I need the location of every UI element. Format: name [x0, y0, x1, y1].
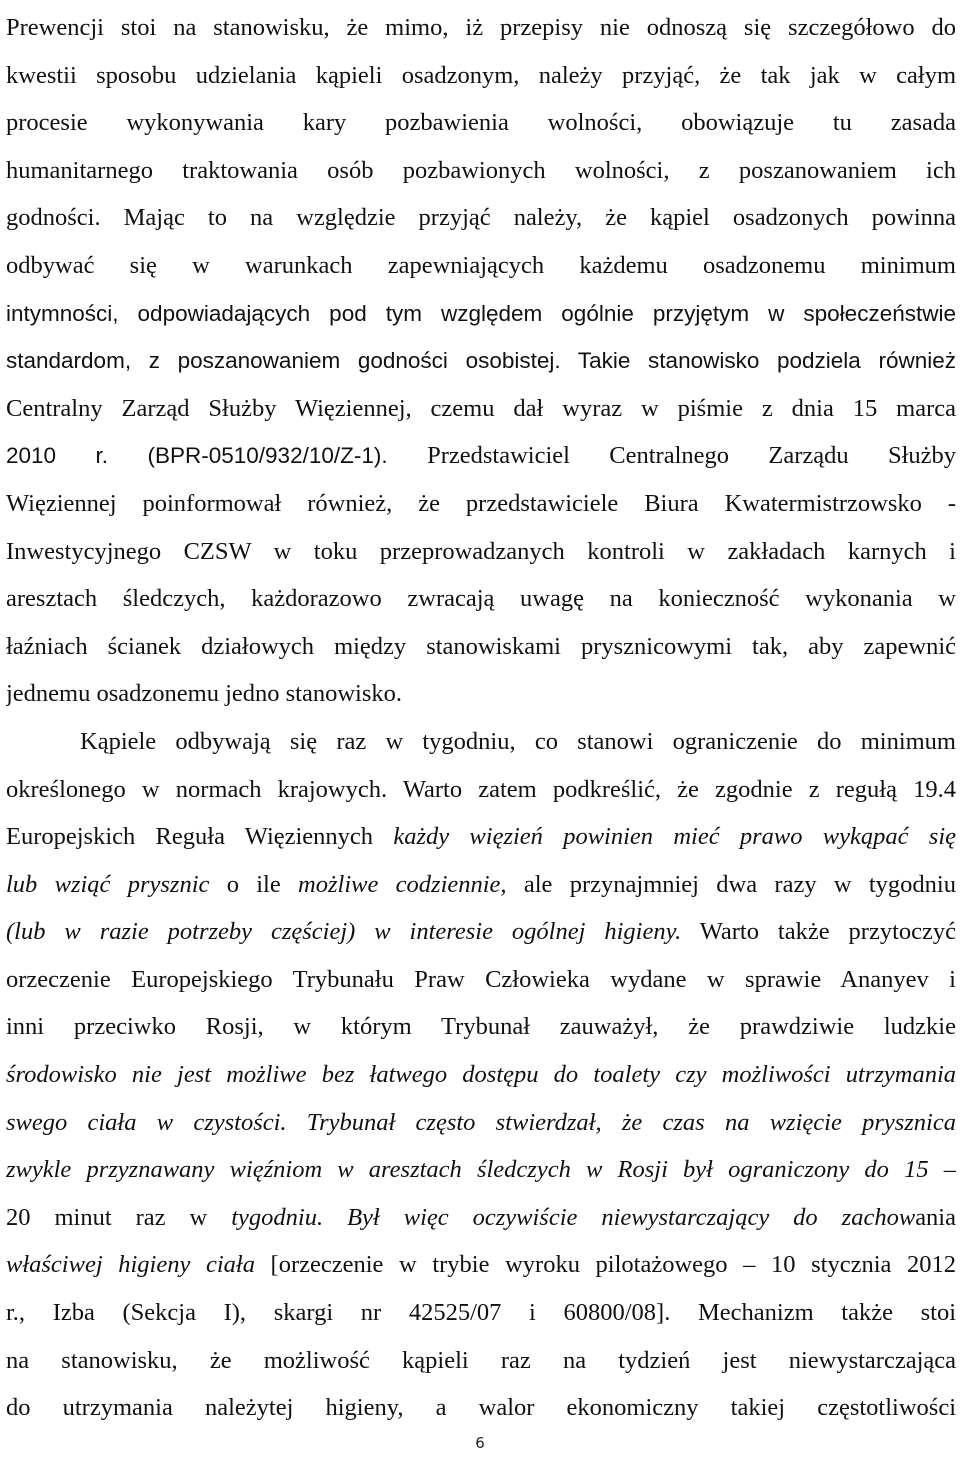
text-line — [6, 908, 956, 956]
quote-text: każdy więzień powinien mieć prawo wykąpać się — [393, 823, 956, 851]
quote-text: właściwej higieny ciała — [6, 1251, 255, 1279]
text-run: standardom, z poszanowaniem godności osobistej. Takie stanowisko podziela również — [6, 348, 956, 374]
text-run: na stanowisku, że możliwość kąpieli raz na tydzień jest niewystarczająca — [6, 1346, 956, 1374]
text-run: intymności, odpowiadających pod tym względem ogólnie przyjętym w społeczeństwie — [6, 300, 956, 326]
text-run: Centralny Zarząd Służby Więziennej, czemu dał wyraz w piśmie z dnia 15 marca — [6, 394, 956, 422]
quote-text: tygodniu. Był więc oczywiście niewystarczający do zachow — [231, 1203, 916, 1231]
text-run: r., Izba (Sekcja I), skargi nr 42525/07 i 60800/08]. Mechanizm także stoi — [6, 1299, 956, 1327]
text-run: [orzeczenie w trybie wyroku pilotażowego – 10 stycznia 2012 — [254, 1251, 956, 1279]
text-line — [6, 1289, 956, 1337]
text-run: 20 minut raz w — [6, 1203, 232, 1231]
text-line — [6, 861, 956, 909]
text-line — [6, 337, 956, 385]
text-line — [6, 718, 956, 766]
text-line — [6, 575, 956, 623]
body-text — [6, 4, 956, 1432]
text-run: inni przeciwko Rosji, w którym Trybunał zauważył, że prawdziwie ludzkie — [6, 1013, 956, 1041]
text-run: kwestii sposobu udzielania kąpieli osadzonym, należy przyjąć, że tak jak w całym — [6, 61, 956, 89]
text-line — [6, 623, 956, 671]
text-line — [6, 670, 956, 718]
text-run: Inwestycyjnego CZSW w toku przeprowadzanych kontroli w zakładach karnych i — [6, 537, 956, 565]
text-run: orzeczenie Europejskiego Trybunału Praw Człowieka wydane w sprawie Ananyev i — [6, 965, 956, 993]
text-line — [6, 52, 956, 100]
text-run: do utrzymania należytej higieny, a walor ekonomiczny takiej częstotliwości — [6, 1394, 956, 1422]
text-line — [6, 1384, 956, 1432]
text-line — [6, 1146, 956, 1194]
text-run: humanitarnego traktowania osób pozbawionych wolności, z poszanowaniem ich — [6, 156, 956, 184]
text-run: ania — [915, 1203, 956, 1231]
text-line — [6, 480, 956, 528]
text-run: godności. Mając to na względzie przyjąć należy, że kąpiel osadzonych powinna — [6, 204, 956, 232]
text-line — [6, 99, 956, 147]
text-line — [6, 1194, 956, 1242]
text-line — [6, 1003, 956, 1051]
quote-text: środowisko nie jest możliwe bez łatwego dostępu do toalety czy możliwości utrzymania — [6, 1061, 956, 1089]
text-run: ale przynajmniej dwa razy w tygodniu — [506, 870, 956, 898]
quote-text: lub wziąć prysznic — [6, 870, 210, 898]
text-line — [6, 385, 956, 433]
text-run: określonego w normach krajowych. Warto zatem podkreślić, że zgodnie z regułą 19.4 — [6, 775, 956, 803]
text-run: Przedstawiciel Centralnego Zarządu Służby — [427, 442, 956, 470]
text-line — [6, 528, 956, 576]
text-run: Więziennej poinformował również, że przedstawiciele Biura Kwatermistrzowsko - — [6, 489, 956, 517]
text-line — [6, 956, 956, 1004]
text-run: Europejskich Reguła Więziennych — [6, 823, 394, 851]
quote-text: (lub w razie potrzeby częściej) w interesie ogólnej higieny. — [6, 918, 682, 946]
quote-text: możliwe codziennie, — [298, 870, 507, 898]
text-line — [6, 813, 956, 861]
text-line — [6, 1337, 956, 1385]
text-line — [6, 194, 956, 242]
page-number: 6 — [475, 1434, 485, 1452]
text-run: Prewencji stoi na stanowisku, że mimo, iż przepisy nie odnoszą się szczegółowo do — [6, 14, 956, 41]
text-run: łaźniach ścianek działowych między stanowiskami prysznicowymi tak, aby zapewnić — [6, 632, 956, 660]
text-run: o ile — [209, 870, 299, 898]
text-line — [6, 432, 956, 480]
text-line — [6, 147, 956, 195]
text-line — [6, 4, 956, 52]
quote-text: zwykle przyznawany więźniom w aresztach śledczych w Rosji był ograniczony do 15 – — [6, 1156, 956, 1184]
text-run: jednemu osadzonemu jedno stanowisko. — [6, 680, 403, 708]
text-line — [6, 766, 956, 814]
text-run: Kąpiele odbywają się raz w tygodniu, co stanowi ograniczenie do minimum — [80, 727, 956, 755]
text-line — [6, 290, 956, 338]
text-run: Warto także przytoczyć — [681, 918, 956, 946]
text-run: odbywać się w warunkach zapewniających każdemu osadzonemu minimum — [6, 251, 956, 279]
text-run: procesie wykonywania kary pozbawienia wolności, obowiązuje tu zasada — [6, 109, 956, 137]
text-line — [6, 1099, 956, 1147]
text-line — [6, 242, 956, 290]
text-run: 2010 r. (BPR-0510/932/10/Z-1). — [6, 443, 428, 469]
text-line — [6, 1051, 956, 1099]
text-run: aresztach śledczych, każdorazowo zwracają uwagę na konieczność wykonania w — [6, 585, 956, 613]
quote-text: swego ciała w czystości. Trybunał często stwierdzał, że czas na wzięcie prysznica — [6, 1108, 956, 1136]
text-line — [6, 1241, 956, 1289]
